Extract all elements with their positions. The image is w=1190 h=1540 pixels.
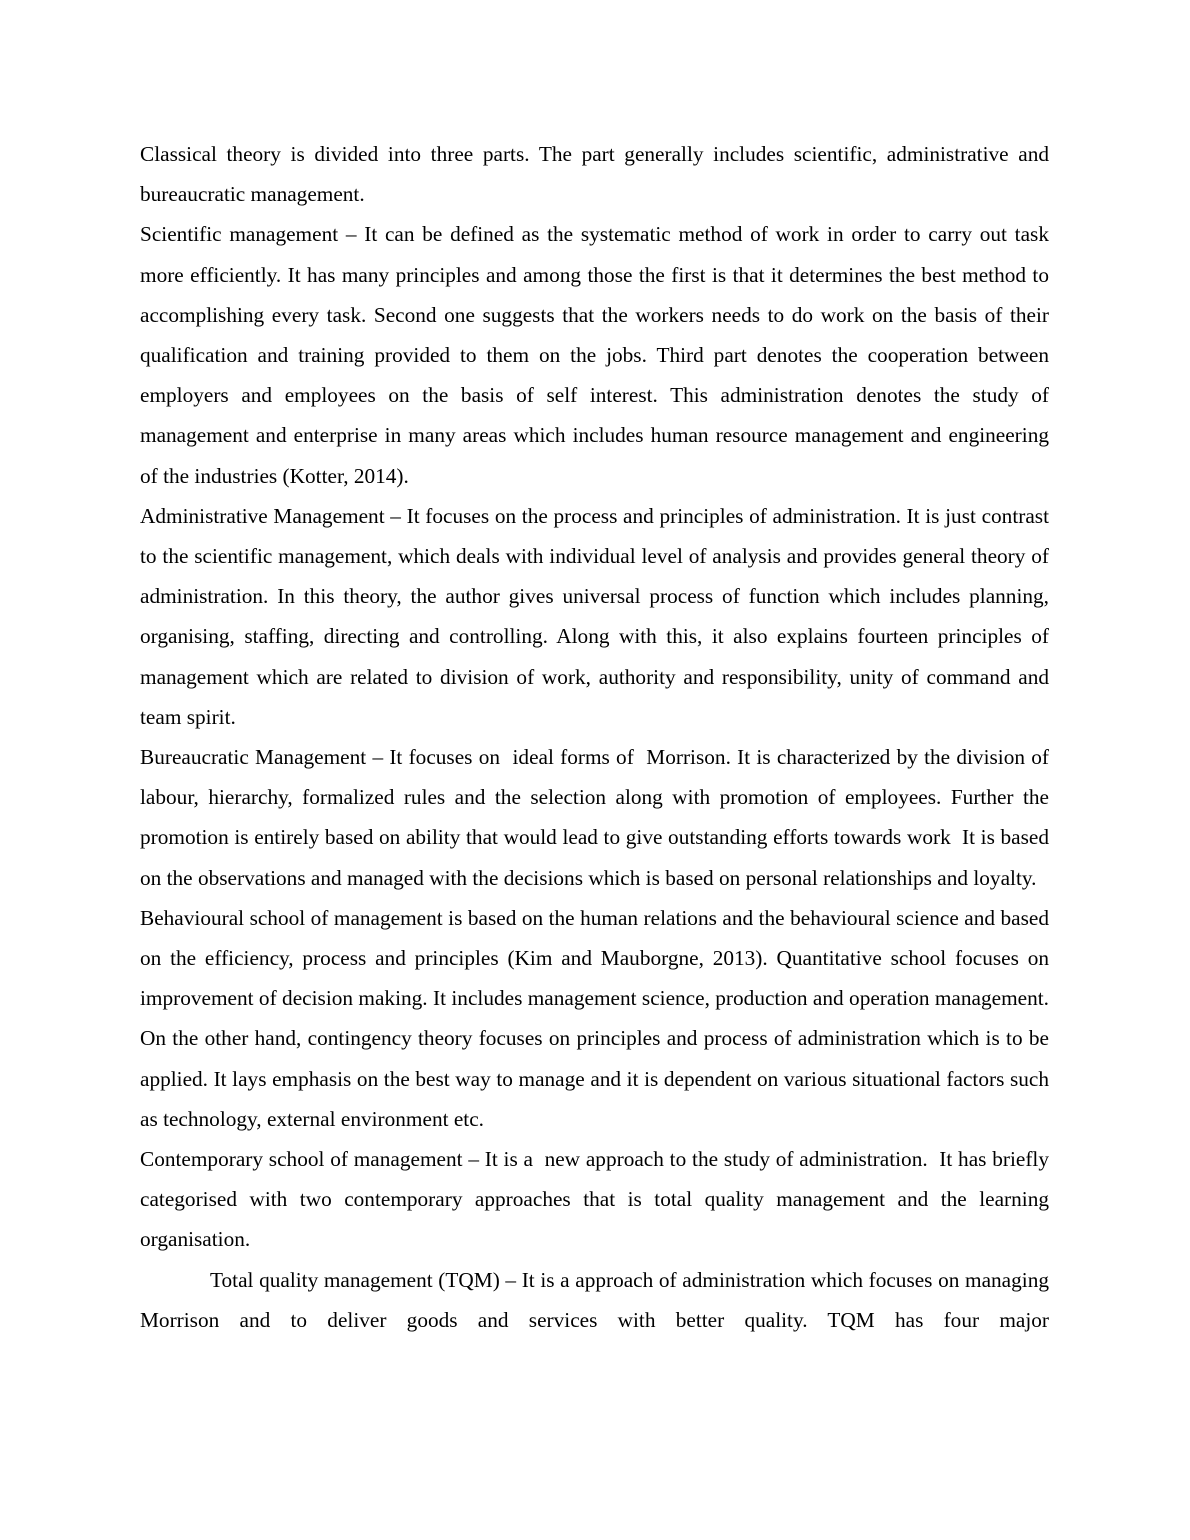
paragraph-contemporary-school: Contemporary school of management – It is a new approach to the study of administration. It has briefly categorised with two contemporary approaches that is total quality management and the learning organisation. [140,1147,1055,1252]
document-body [140,134,1060,1340]
paragraph-behavioural-school: Behavioural school of management is based on the human relations and the behavioural science and based on the efficiency, process and principles (Kim and Mauborgne, 2013). Quantitative school focuses on improvement of decision making. It includes management science, production and operation management. On the other hand, contingency theory focuses on principles and process of administration which is to be applied. It lays emphasis on the best way to manage and it is dependent on various situational factors such as technology, external environment etc. [140,905,1060,1131]
paragraph-administrative-management: Administrative Management – It focuses on the process and principles of administration. It is just contrast to the scientific management, which deals with individual level of analysis and provides general theory of administration. In this theory, the author gives universal process of function which includes planning, organising, staffing, directing and controlling. Along with this, it also explains fourteen principles of management which are related to division of work, authority and responsibility, unity of command and team spirit. [140,503,1055,729]
paragraph-total-quality-management: Total quality management (TQM) – It is a approach of administration which focuses on managing Morrison and to deliver goods and services with better quality. TQM has four major [140,1267,1060,1332]
paragraph-classical-theory: Classical theory is divided into three parts. The part generally includes scientific, administrative and bureaucratic management. [140,142,1055,207]
paragraph-scientific-management: Scientific management – It can be defined as the systematic method of work in order to carry out task more efficiently. It has many principles and among those the first is that it determines the best method to accomplishing every task. Second one suggests that the workers needs to do work on the basis of their qualification and training provided to them on the jobs. Third part denotes the cooperation between employers and employees on the basis of self interest. This administration denotes the study of management and enterprise in many areas which includes human resource management and engineering of the industries (Kotter, 2014). [140,222,1055,488]
paragraph-bureaucratic-management: Bureaucratic Management – It focuses on ideal forms of Morrison. It is characterized by the division of labour, hierarchy, formalized rules and the selection along with promotion of employees. Further the promotion is entirely based on ability that would lead to give outstanding efforts towards work It is based on the observations and managed with the decisions which is based on personal relationships and loyalty. [140,745,1055,890]
